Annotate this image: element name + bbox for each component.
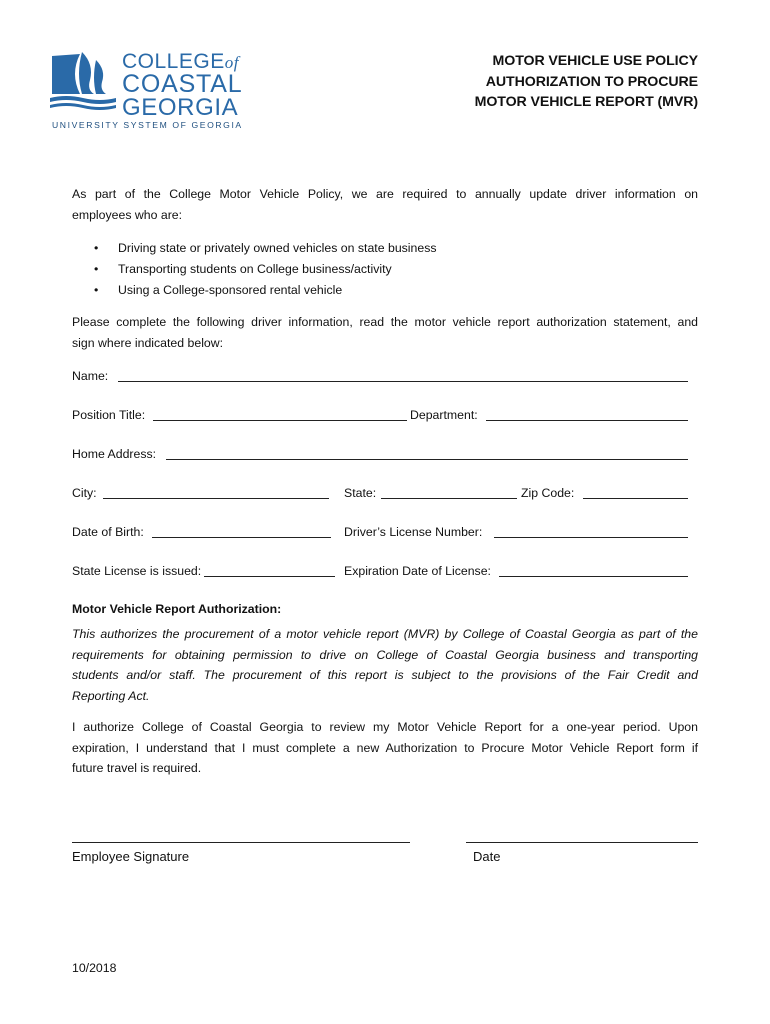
home-address-label: Home Address: — [72, 447, 157, 461]
title-line-1: MOTOR VEHICLE USE POLICY — [492, 53, 698, 69]
title-line-3: MOTOR VEHICLE REPORT (MVR) — [474, 94, 698, 110]
expiration-date-label: Expiration Date of License: — [344, 564, 491, 578]
department-input-line[interactable] — [486, 420, 688, 421]
logo-text-georgia: GEORGIA — [122, 94, 239, 121]
logo-text-college: COLLEGEof — [122, 50, 239, 73]
italic-line-1: This authorizes the procurement of a motor vehicle report (MVR) by College of Coastal Georgia as part of the — [72, 627, 698, 641]
expiration-date-input-line[interactable] — [499, 576, 688, 577]
intro-paragraph — [72, 184, 698, 225]
employee-signature-label: Employee Signature — [72, 849, 190, 864]
italic-line-4: Reporting Act. — [72, 688, 150, 703]
state-license-issued-label: State License is issued: — [72, 564, 202, 578]
home-address-input-line[interactable] — [166, 459, 688, 460]
list-item: • Using a College-sponsored rental vehicle — [72, 280, 437, 301]
name-input-line[interactable] — [118, 381, 688, 382]
bullet-icon: • — [94, 241, 99, 255]
zip-code-input-line[interactable] — [583, 498, 688, 499]
drivers-license-number-input-line[interactable] — [494, 537, 688, 538]
bullet-icon: • — [94, 283, 99, 297]
position-title-input-line[interactable] — [153, 420, 407, 421]
city-input-line[interactable] — [103, 498, 329, 499]
instruction-paragraph — [72, 312, 698, 353]
statement-line-1: I authorize College of Coastal Georgia to review my Motor Vehicle Report for a one-year period. Upon — [72, 720, 698, 734]
zip-code-label: Zip Code: — [521, 486, 575, 500]
city-label: City: — [72, 486, 97, 500]
statement-line-3: future travel is required. — [72, 761, 202, 775]
list-item: • Transporting students on College business/activity — [72, 259, 437, 280]
intro-line-2: employees who are: — [72, 207, 183, 222]
date-of-birth-input-line[interactable] — [152, 537, 331, 538]
sailboat-logo-icon — [50, 50, 116, 112]
logo-text-coastal: COASTAL — [122, 70, 243, 98]
state-license-issued-input-line[interactable] — [204, 576, 335, 577]
italic-line-3: students and/or staff. The procurement of this report is subject to the provisions of the Fair Credit and — [72, 668, 698, 682]
authorization-statement — [72, 717, 698, 779]
logo-subtitle: UNIVERSITY SYSTEM OF GEORGIA — [52, 120, 243, 130]
statement-line-2: expiration, I understand that I must complete a new Authorization to Procure Motor Vehicle Report form if — [72, 740, 698, 755]
drivers-license-number-label: Driver’s License Number: — [344, 525, 483, 539]
revision-date: 10/2018 — [72, 961, 117, 975]
state-label: State: — [344, 486, 377, 500]
state-input-line[interactable] — [381, 498, 517, 499]
instruction-line-1: Please complete the following driver information, read the motor vehicle report authorization statement, and — [72, 315, 698, 329]
college-logo — [50, 50, 250, 130]
date-signature-line[interactable] — [466, 842, 698, 843]
document-title — [475, 51, 698, 113]
position-title-label: Position Title: — [72, 408, 146, 422]
authorization-heading: Motor Vehicle Report Authorization: — [72, 602, 282, 616]
logo-text-of: of — [224, 53, 239, 72]
employee-signature-line[interactable] — [72, 842, 410, 843]
list-item: • Driving state or privately owned vehicles on state business — [72, 238, 437, 259]
date-of-birth-label: Date of Birth: — [72, 525, 144, 539]
instruction-line-2: sign where indicated below: — [72, 335, 224, 350]
authorization-italic-paragraph — [72, 624, 698, 706]
date-label: Date — [473, 849, 501, 864]
department-label: Department: — [410, 408, 478, 422]
bullet-icon: • — [94, 262, 99, 276]
name-label: Name: — [72, 369, 109, 383]
title-line-2: AUTHORIZATION TO PROCURE — [485, 73, 698, 90]
employee-criteria-list — [72, 238, 437, 301]
italic-line-2: requirements for obtaining permission to drive on College of Coastal Georgia business and transporting — [72, 647, 698, 662]
intro-line-1: As part of the College Motor Vehicle Policy, we are required to annually update driver information on — [72, 187, 698, 201]
